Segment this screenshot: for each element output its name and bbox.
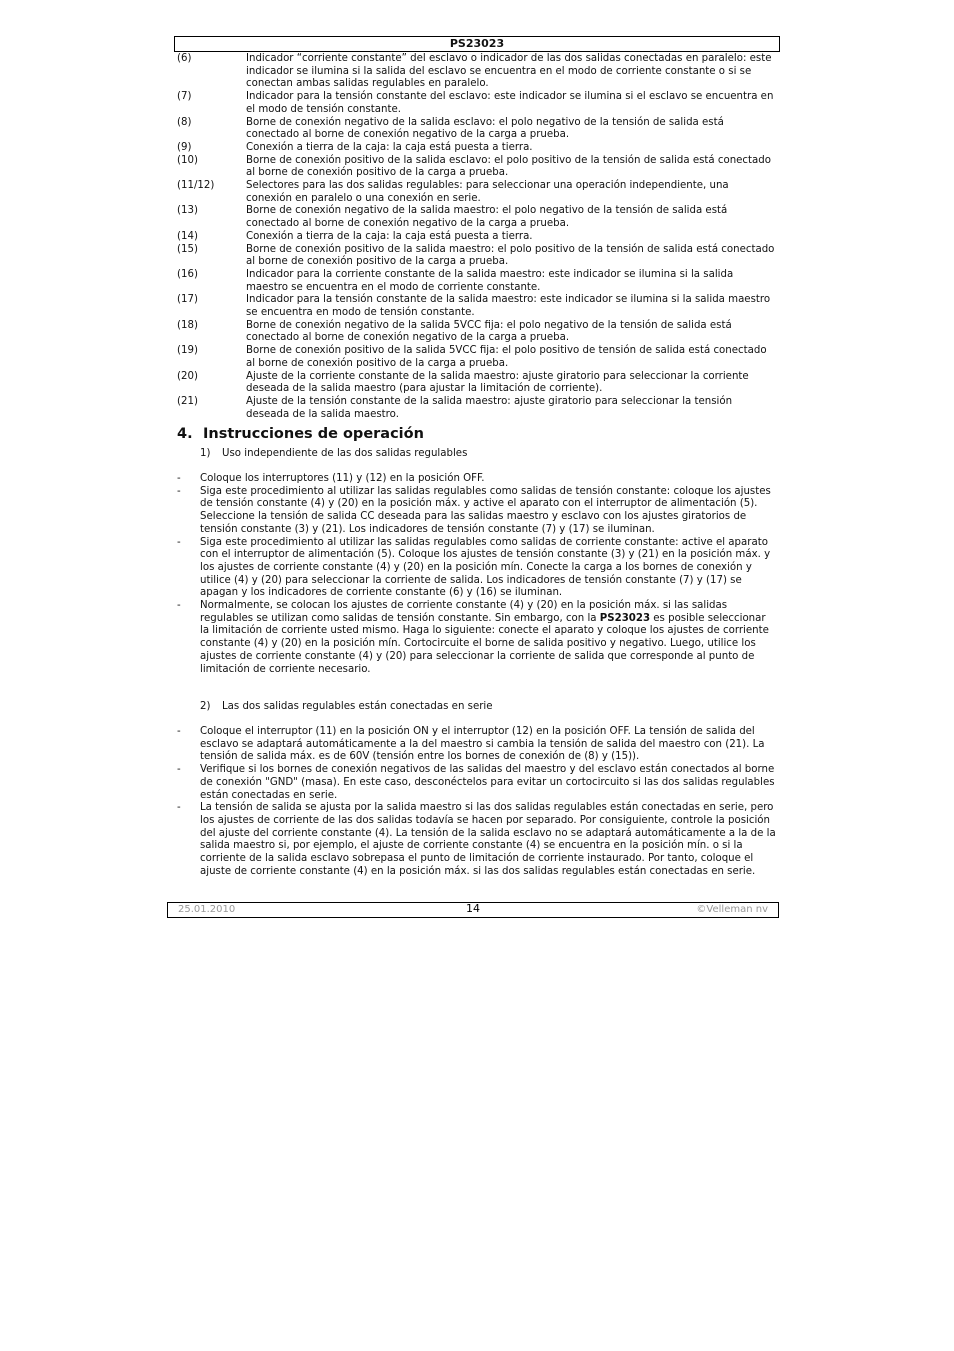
bullet-dash: - [177, 764, 181, 776]
legend-text: Indicador para la tensión constante de la salida maestro: este indicador se ilumina si la salida maestro se encuentra en modo de tensión constante. [246, 294, 771, 319]
list-item [177, 802, 777, 878]
subheading-title: Las dos salidas regulables están conectadas en serie [222, 701, 493, 712]
subheading-number: 2) [200, 701, 211, 712]
subheading-title: Uso independiente de las dos salidas regulables [222, 448, 468, 459]
subheading-1 [200, 448, 467, 461]
footer-date: 25.01.2010 [178, 904, 236, 915]
model-name-bold: PS23023 [599, 612, 651, 624]
bullet-text-before: Normalmente, se colocan los ajustes de corriente constante (4) y (20) en la posición máx. si las salidas regulables se utilizan como salidas de tensión constante. Sin embargo, con la [200, 600, 728, 624]
section-number: 4. [177, 426, 193, 442]
bullet-text: Siga este procedimiento al utilizar las salidas regulables como salidas de corriente constante: active el aparato con el interruptor de alimentación (5). Coloque los ajustes de tensión constante (3) y (21) en la posición máx. y los ajustes de corriente constante (4) y (20) en la posición mín. Conecte la carga a los bornes de conexión y utilice (4) y (20) para seleccionar la corriente de salida. Los indicadores de tensión constante (7) y (17) se apagan y los indicadores de corriente constante (6) y (16) se iluminan. [200, 536, 771, 599]
legend-item [177, 269, 777, 294]
list-item [177, 473, 777, 486]
legend-number: (13) [177, 205, 198, 217]
legend-text: Indicador para la tensión constante del esclavo: este indicador se ilumina si el esclavo se encuentra en el modo de tensión constante. [246, 91, 774, 115]
list-item [177, 600, 777, 676]
legend-text: Selectores para las dos salidas regulables: para seleccionar una operación independiente, una conexión en paralelo o una conexión en serie. [246, 180, 729, 204]
legend-item [177, 294, 777, 319]
legend-item [177, 155, 777, 180]
legend-text: Borne de conexión negativo de la salida esclavo: el polo negativo de la tensión de salida está conectado al borne de conexión negativo de la carga a prueba. [246, 116, 724, 141]
section-heading [177, 425, 424, 443]
legend-number: (8) [177, 116, 192, 128]
legend-text: Ajuste de la corriente constante de la salida maestro: ajuste giratorio para seleccionar la corriente deseada de la salida maestro (para ajustar la limitación de corriente). [246, 370, 749, 395]
legend-number: (11/12) [177, 180, 215, 192]
legend-item [177, 345, 777, 370]
bullet-dash: - [177, 726, 181, 737]
bullet-dash: - [177, 473, 181, 484]
list-item [177, 537, 777, 601]
legend-number: (14) [177, 230, 198, 242]
legend-number: (6) [177, 53, 192, 64]
legend-number: (21) [177, 395, 198, 407]
bullet-dash: - [177, 802, 181, 814]
bullet-dash: - [177, 600, 181, 612]
legend-text: Conexión a tierra de la caja: la caja está puesta a tierra. [246, 141, 533, 153]
bullet-list-2 [177, 726, 777, 878]
legend-text: Borne de conexión positivo de la salida 5VCC fija: el polo positivo de tensión de salida está conectado al borne de conexión positivo de la carga a prueba. [246, 345, 767, 369]
list-item [177, 486, 777, 537]
legend-text: Borne de conexión positivo de la salida maestro: el polo positivo de la tensión de salida está conectado al borne de conexión positivo de la carga a prueba. [246, 243, 775, 268]
bullet-dash: - [177, 536, 181, 548]
legend-text: Borne de conexión negativo de la salida 5VCC fija: el polo negativo de la tensión de salida está conectado al borne de conexión negativo de la carga a prueba. [246, 319, 732, 344]
page-number: 14 [466, 902, 480, 915]
header-model: PS23023 [174, 36, 780, 52]
legend-item [177, 231, 777, 244]
legend-number: (10) [177, 154, 198, 166]
legend-text: Conexión a tierra de la caja: la caja está puesta a tierra. [246, 230, 533, 242]
legend-text: Indicador para la corriente constante de la salida maestro: este indicador se ilumina si la salida maestro se encuentra en el modo de corriente constante. [246, 268, 734, 293]
bullet-text: Coloque el interruptor (11) en la posición ON y el interruptor (12) en la posición OFF. La tensión de salida del esclavo se adaptará automáticamente a la del maestro si cambia la tensión de salida del maestro con (21). La tensión de salida máx. es de 60V (tensión entre los bornes de conexión de (8) y (15)). [200, 726, 765, 763]
legend-number: (7) [177, 91, 192, 103]
legend-number: (18) [177, 319, 198, 331]
legend-item [177, 53, 777, 91]
bullet-text: Siga este procedimiento al utilizar las salidas regulables como salidas de tensión constante: coloque los ajustes de tensión constante (4) y (20) en la posición máx. y active el aparato con el interruptor de alimentación (5). Seleccione la tensión de salida CC deseada para las salidas maestro y esclavo con los ajustes giratorios de tensión constante (3) y (21). Los indicadores de tensión constante (7) y (17) se iluminan. [200, 485, 771, 535]
bullet-list-1 [177, 473, 777, 676]
footer-copyright: ©Velleman nv [696, 904, 768, 915]
list-item [177, 726, 777, 764]
legend-number: (15) [177, 243, 198, 255]
legend-item [177, 396, 777, 421]
legend-item [177, 91, 777, 116]
list-item [177, 764, 777, 802]
bullet-text-after: es posible seleccionar la limitación de corriente usted mismo. Haga lo siguiente: conecte el aparato y coloque los ajustes de corriente constante (4) y (20) en la posición mín. Cortocircuite el borne de salida positivo y negativo. Luego, utilice los ajustes de corriente constante (4) y (20) para seleccionar la corriente de salida que corresponde al punto de limitación de corriente necesario. [200, 612, 769, 675]
legend-number: (20) [177, 370, 198, 382]
legend-text: Ajuste de la tensión constante de la salida maestro: ajuste giratorio para seleccionar la tensión deseada de la salida maestro. [246, 395, 733, 420]
legend-list [177, 53, 777, 421]
bullet-text: Coloque los interruptores (11) y (12) en la posición OFF. [200, 473, 485, 484]
legend-item [177, 244, 777, 269]
legend-number: (19) [177, 345, 198, 357]
bullet-text: Verifique si los bornes de conexión negativos de las salidas del maestro y del esclavo están conectados al borne de conexión "GND" (masa). En este caso, desconéctelos para evitar un cortocircuito si las dos salidas regulables están conectadas en serie. [200, 764, 775, 801]
subheading-number: 1) [200, 448, 211, 459]
legend-item [177, 117, 777, 142]
subheading-2 [200, 701, 493, 714]
legend-text: Borne de conexión negativo de la salida maestro: el polo negativo de la tensión de salida está conectado al borne de conexión negativo de la carga a prueba. [246, 205, 728, 230]
legend-number: (9) [177, 141, 192, 153]
legend-item [177, 320, 777, 345]
legend-item [177, 180, 777, 205]
section-title: Instrucciones de operación [203, 426, 424, 442]
bullet-text [200, 600, 777, 676]
legend-item [177, 371, 777, 396]
legend-number: (16) [177, 268, 198, 280]
legend-item [177, 205, 777, 230]
legend-item [177, 142, 777, 155]
legend-text: Indicador “corriente constante” del esclavo o indicador de las dos salidas conectadas en paralelo: este indicador se ilumina si la salida del esclavo se encuentra en el modo de corriente constante o si se conectan ambas salidas regulables en paralelo. [246, 53, 772, 90]
bullet-text: La tensión de salida se ajusta por la salida maestro si las dos salidas regulables están conectadas en serie, pero los ajustes de corriente de las dos salidas todavía se hacen por separado. Por consiguiente, controle la posición del ajuste del corriente constante (4). La tensión de la salida esclavo no se adaptará automáticamente a la de la salida maestro si, por ejemplo, el ajuste de corriente constante (4) se encuentra en la posición mín. o si la corriente de la salida esclavo sobrepasa el punto de limitación de corriente instaurado. Por tanto, coloque el ajuste de corriente constante (4) en la posición máx. si las dos salidas regulables están conectadas en serie. [200, 802, 776, 877]
legend-number: (17) [177, 294, 198, 306]
page-footer [167, 902, 779, 918]
legend-text: Borne de conexión positivo de la salida esclavo: el polo positivo de la tensión de salida está conectado al borne de conexión positivo de la carga a prueba. [246, 154, 771, 179]
bullet-dash: - [177, 485, 181, 497]
